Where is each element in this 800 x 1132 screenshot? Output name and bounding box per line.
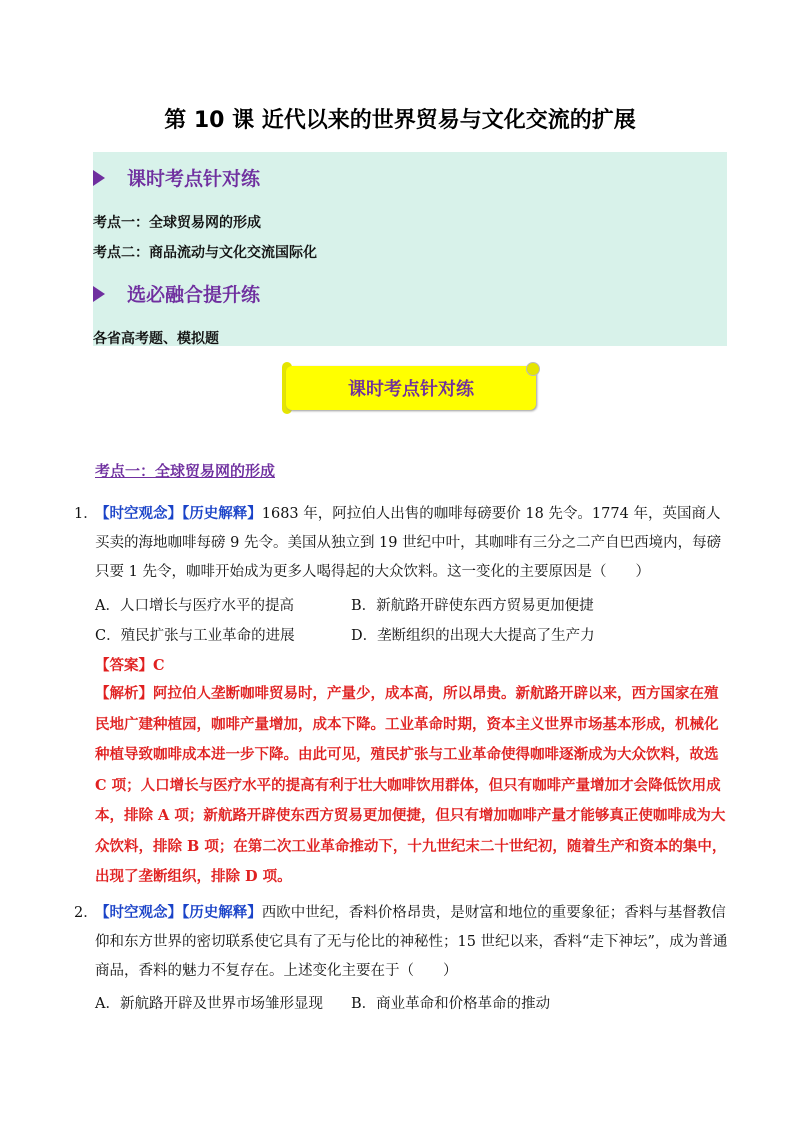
option-b: B．新航路开辟使东西方贸易更加便捷 [351, 598, 594, 614]
outline-box [93, 152, 727, 346]
option-a: A．新航路开辟及世界市场雏形显现 [95, 996, 323, 1012]
question-tag: 【历史解释】 [182, 905, 262, 921]
question-text: 西欧中世纪，香料价格昂贵，是财富和地位的重要象征；香料与基督教信仰和东方世界的密切联系使它具有了无与伦比的神秘性；15 世纪以来，香料“走下神坛”，成为普通商品，香料的魅力不复存在。上述变化主要在于（ ） [95, 905, 728, 979]
answer-tag: 【答案】 [95, 658, 153, 674]
analysis-tag: 【解析】 [95, 685, 153, 702]
question-number: 2． [74, 905, 98, 921]
analysis-text: 阿拉伯人垄断咖啡贸易时，产量少，成本高，所以昂贵。新航路开辟以来，西方国家在殖民地广建种植园，咖啡产量增加，成本下降。工业革命时期，资本主义世界市场基本形成，机械化种植导致咖啡成本进一步下降。由此可见，殖民扩张与工业革命使得咖啡逐渐成为大众饮料，故选 C 项；人口增长与医疗水平的提高有利于壮大咖啡饮用群体，但只有咖啡产量增加才会降低饮用成本，排除 A 项；新航路开辟使东西方贸易更加便捷，但只有增加咖啡产量才能够真正使咖啡成为大众饮料，排除 B 项；在第二次工业革命推动下，十九世纪末二十世纪初，随着生产和资本的集中，出现了垄断组织，排除 D 项。 [95, 685, 727, 885]
scroll-banner [282, 362, 540, 414]
scroll-curl-right [526, 362, 540, 376]
banner-label: 课时考点针对练 [348, 379, 474, 400]
question-tag: 【时空观念】 [95, 506, 182, 522]
option-d: D．垄断组织的出现大大提高了生产力 [351, 628, 595, 644]
question-text: 1683 年，阿拉伯人出售的咖啡每磅要价 18 先令。1774 年，英国商人买卖的海地咖啡每磅 9 先令。美国从独立到 19 世纪中叶，其咖啡有三分之二产自巴西境内，每磅只要 1 先令，咖啡开始成为更多人喝得起的大众饮料。这一变化的主要原因是（ ） [95, 506, 722, 580]
outline-heading-practice [93, 164, 260, 191]
answer [95, 654, 165, 675]
outline-point-2: 考点二：商品流动与文化交流国际化 [93, 245, 317, 261]
outline-sub: 各省高考题、模拟题 [93, 331, 219, 347]
option-c: C．殖民扩张与工业革命的进展 [95, 628, 295, 644]
arrow-icon [93, 170, 105, 186]
question-tag: 【历史解释】 [182, 506, 262, 522]
answer-value: C [153, 657, 165, 674]
outline-heading-label: 课时考点针对练 [127, 168, 261, 190]
question-tag: 【时空观念】 [95, 905, 182, 921]
outline-point-1: 考点一：全球贸易网的形成 [93, 215, 261, 231]
outline-heading-advanced [93, 280, 260, 307]
option-a: A．人口增长与医疗水平的提高 [95, 598, 294, 614]
section-heading: 考点一：全球贸易网的形成 [95, 462, 276, 480]
option-b: B．商业革命和价格革命的推动 [351, 996, 551, 1012]
analysis [95, 679, 731, 893]
question-1 [74, 500, 731, 587]
question-2 [74, 899, 731, 986]
page-title: 第 10 课 近代以来的世界贸易与文化交流的扩展 [164, 108, 636, 133]
question-number: 1． [74, 506, 98, 522]
outline-heading-label: 选必融合提升练 [127, 284, 261, 306]
arrow-icon [93, 286, 105, 302]
